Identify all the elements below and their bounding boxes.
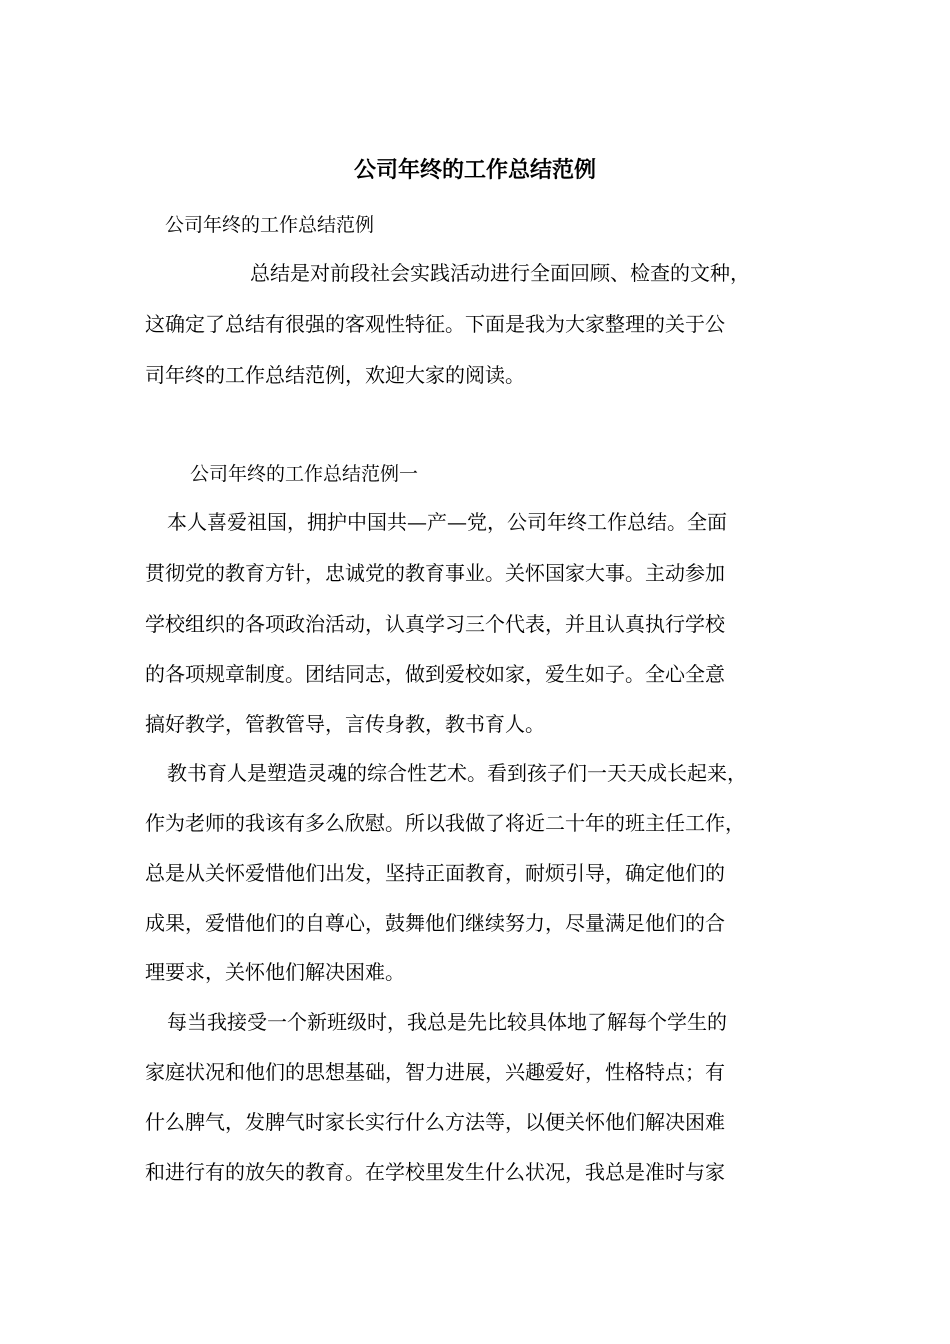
document-title: 公司年终的工作总结范例: [353, 157, 596, 183]
paragraph-line: 和进行有的放矢的教育。在学校里发生什么状况，我总是准时与家: [145, 1160, 725, 1184]
section-heading: 公司年终的工作总结范例一: [190, 463, 419, 485]
intro-line: 总结是对前段社会实践活动进行全面回顾、检查的文种，: [250, 261, 750, 285]
paragraph-line: 的各项规章制度。团结同志，做到爱校如家，爱生如子。全心全意: [145, 662, 725, 686]
paragraph-line: 教书育人是塑造灵魂的综合性艺术。看到孩子们一天天成长起来，: [167, 761, 747, 785]
document-subtitle: 公司年终的工作总结范例: [165, 214, 375, 236]
paragraph-line: 贯彻党的教育方针，忠诚党的教育事业。关怀国家大事。主动参加: [145, 561, 725, 585]
paragraph-line: 学校组织的各项政治活动，认真学习三个代表，并且认真执行学校: [145, 612, 725, 636]
paragraph-line: 家庭状况和他们的思想基础，智力进展，兴趣爱好，性格特点；有: [145, 1060, 725, 1084]
paragraph-line: 每当我接受一个新班级时，我总是先比较具体地了解每个学生的: [167, 1010, 727, 1034]
intro-line: 司年终的工作总结范例，欢迎大家的阅读。: [145, 363, 525, 387]
paragraph-line: 什么脾气，发脾气时家长实行什么方法等，以便关怀他们解决困难: [145, 1110, 725, 1134]
paragraph-line: 成果，爱惜他们的自尊心，鼓舞他们继续努力，尽量满足他们的合: [145, 911, 725, 935]
intro-line: 这确定了总结有很强的客观性特征。下面是我为大家整理的关于公: [145, 312, 725, 336]
paragraph-line: 本人喜爱祖国，拥护中国共—产—党，公司年终工作总结。全面: [167, 510, 727, 534]
paragraph-line: 作为老师的我该有多么欣慰。所以我做了将近二十年的班主任工作，: [145, 811, 745, 835]
paragraph-line: 搞好教学，管教管导，言传身教，教书育人。: [145, 712, 545, 736]
paragraph-line: 理要求，关怀他们解决困难。: [145, 960, 405, 984]
paragraph-line: 总是从关怀爱惜他们出发，坚持正面教育，耐烦引导，确定他们的: [145, 861, 725, 885]
